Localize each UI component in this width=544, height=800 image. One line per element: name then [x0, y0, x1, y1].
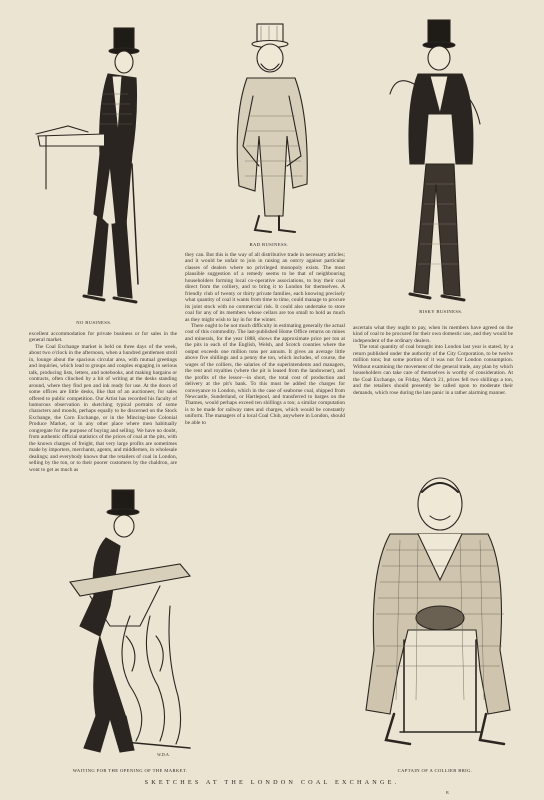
text-column-right — [353, 325, 513, 460]
text-column-left — [29, 331, 177, 481]
artist-signature: W.D.A. — [157, 752, 170, 757]
risky-business-illustration — [380, 14, 505, 304]
bad-business-illustration — [213, 16, 323, 236]
waiting-drawing — [40, 486, 200, 766]
waiting-illustration — [40, 486, 200, 766]
text-column-middle — [185, 252, 345, 482]
caption-captain: CAPTAIN OF A COLLIER BRIG. — [397, 768, 473, 773]
caption-bad-business: BAD BUSINESS. — [249, 242, 289, 247]
paragraph: ascertain what they ought to pay, when its members have agreed on the kind of coal to be procured for their own domestic use, and they would be independent of the ordinary dealers. — [353, 325, 513, 344]
captain-drawing — [330, 470, 520, 762]
paragraph: they can. But this is the way of all distributive trade in necessary articles; and it would be unfair to join in raising an outcry against particular classes of dealers where no privileged monopoly exists. The most plausible suggestion of a remedy seems to be that of neighbouring householders forming local co-operative associations, to buy their coal direct from the colliery, and to bring it to London for themselves. A friendly club of twenty or thirty private families, each knowing precisely what quantity of coal it wants from time to time, could manage to procure its joint stock with no commercial risk. It could also undertake to store coal for any of its members whose cellars are too small to hold as much as they might wish to lay in for the winter. — [185, 252, 345, 323]
no-business-illustration — [28, 14, 158, 314]
caption-no-business: NO BUSINESS. — [76, 320, 112, 325]
caption-risky-business: RISKY BUSINESS. — [419, 309, 463, 314]
paragraph: The Coal Exchange market is held on three days of the week, about two o'clock in the afternoon, when a hundred gentlemen stroll in, lounge about the spacious circular area, with mutual greetings and inquiries, which lead to groups and couples engaging in serious talk, producing lists, letters, and notebooks, and making bargains or contracts, often clinched by a bit of writing at the desks standing around, where they find pen and ink ready for use. At the doors of some offices are little desks, like that of an auctioneer, for sales offered to public competition. Our Artist has recorded his faculty of humorous observation in sketching typical portraits of some characters and moods, perhaps equally to be discerned on the Stock Exchange, the Corn Exchange, or in the Mincing-lane Colonial Produce Market, or in any other place where men habitually congregate for the purpose of buying and selling. We have no doubt, from authentic official statistics of the prices of coal at the pits, with the known charges of freight, that very large profits are sometimes made by importers, merchants, agents, and middlemen, in wholesale dealings; and everybody knows that the retailers of coal in London, selling by the ton, or to their poorer customers by the chaldron, are wont to get as much as — [29, 343, 177, 473]
paragraph: The total quantity of coal brought into London last year is stated, by a return published under the authority of the City Corporation, to be twelve million tons; but some portion of it was not for London consumption. Without examining the movement of the general trade, any plan by which householders can take care of themselves is worthy of consideration. At the Coal Exchange, on Friday, March 21, prices fell two shillings a ton, and the retailers should presently be called upon to moderate their demands, which rose during the late panic in a rather alarming manner. — [353, 344, 513, 396]
page-title: SKETCHES AT THE LONDON COAL EXCHANGE. — [144, 779, 400, 786]
risky-business-drawing — [380, 14, 505, 304]
page-mark: B — [446, 790, 449, 795]
bad-business-drawing — [213, 16, 323, 236]
no-business-drawing — [28, 14, 158, 314]
paragraph: There ought to be not much difficulty in estimating generally the actual cost of this commodity. The last-published Home Office returns on mines and minerals, for the year 1888, shows the approximate price per ton at the pits in each of the English, Welsh, and Scotch counties where the output exceeds one million tons per annum. It gives an average little above five shillings and a penny the ton, which includes, of course, the wages of the colliers, the salaries of the superintendents and managers, the rent and royalties (where the pit is leased from the landowner), and the profits of the lessor—in short, the total cost of production and delivery at the pit's bank. To this must be added the charges for conveyance to London, which in the case of seaborne coal, shipped from Newcastle, Sunderland, or Hartlepool, and transferred to barges on the Thames, would perhaps exceed ten shillings a ton; a similar computation is to be made for railway rates and charges, which would be constantly uniform. The managers of a local Coal Club, anywhere in London, should be able to — [185, 322, 345, 426]
caption-waiting: WAITING FOR THE OPENING OF THE MARKET. — [72, 768, 188, 773]
paragraph: excellent accommodation for private business or for sales in the general market. — [29, 331, 177, 344]
captain-illustration — [330, 470, 520, 762]
